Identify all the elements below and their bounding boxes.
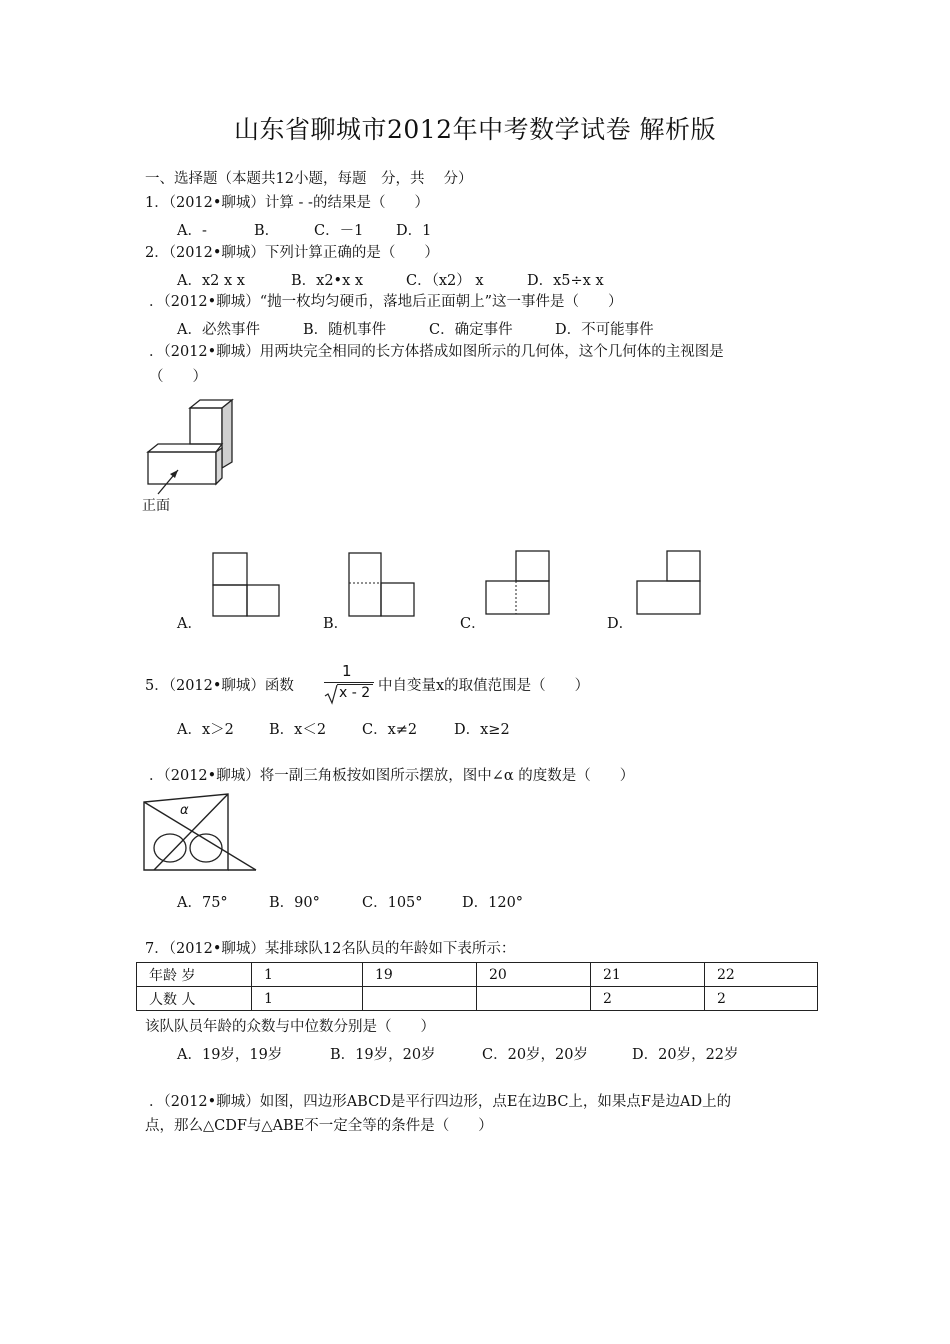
q4-option-d-view [635,549,705,617]
question-3-stem: ．（2012•聊城）“抛一枚均匀硬币，落地后正面朝上”这一事件是（ ） [149,294,623,310]
q5-radicand: x - 2 [339,685,371,701]
q6-alpha-label: α [180,803,189,818]
q2-option-a[interactable]: A．x2 x x [177,273,245,289]
q7-option-a[interactable]: A．19岁，19岁 [177,1047,283,1063]
q1-option-d[interactable]: D．1 [396,223,432,239]
table-cell: 2 [591,987,705,1011]
question-7-ask: 该队队员年龄的众数与中位数分别是（ ） [145,1019,435,1035]
question-8-stem: ．（2012•聊城）如图，四边形ABCD是平行四边形，点E在边BC上，如果点F是边AD上的 [149,1094,732,1110]
q6-triangles-figure [142,792,262,874]
table-cell: 2 [705,987,818,1011]
table-cell: 22 [705,963,818,987]
q5-option-b[interactable]: B．x＜2 [269,722,327,738]
q4-option-a[interactable]: A． [177,616,202,632]
q4-option-c[interactable]: C． [460,616,486,632]
sqrt-icon [324,684,338,704]
table-cell [477,987,591,1011]
q1-option-a[interactable]: A．- [177,223,207,239]
table-cell: 19 [363,963,477,987]
table-cell: 21 [591,963,705,987]
table-cell: 人数 人 [137,987,252,1011]
table-cell: 1 [252,987,363,1011]
q5-fraction [324,662,374,704]
q7-option-c[interactable]: C．20岁，20岁 [482,1047,588,1063]
q3-option-b[interactable]: B．随机事件 [303,322,387,338]
q2-option-d[interactable]: D．x5÷x x [527,273,604,289]
page-title: 山东省聊城市2012年中考数学试卷 解析版 [233,115,717,144]
q1-option-c[interactable]: C．－1 [314,223,364,239]
question-4-stem-cont: （ ） [149,369,207,385]
q3-option-c[interactable]: C．确定事件 [429,322,513,338]
table-cell: 年龄 岁 [137,963,252,987]
q4-option-d[interactable]: D． [607,616,634,632]
q5-option-d[interactable]: D．x≥2 [454,722,510,738]
q4-figure-label: 正面 [142,498,170,514]
question-5-stem: 5．（2012•聊城）函数 [145,678,294,694]
question-7-stem: 7．（2012•聊城）某排球队12名队员的年龄如下表所示： [145,941,516,957]
table-row [137,987,818,1011]
q4-option-a-view [211,551,281,619]
q7-option-d[interactable]: D．20岁，22岁 [632,1047,739,1063]
q4-option-c-view [484,549,554,617]
q5-numerator: 1 [342,662,352,680]
q2-option-b[interactable]: B．x2•x x [291,273,364,289]
q5-option-a[interactable]: A．x＞2 [177,722,234,738]
q7-age-table [136,962,818,1011]
question-1-stem: 1．（2012•聊城）计算 - -的结果是（ ） [145,195,429,211]
q1-option-b[interactable]: B． [254,223,280,239]
section-heading: 一、选择题（本题共12小题，每题 分，共 分） [145,171,473,187]
q6-option-c[interactable]: C．105° [362,895,423,911]
q4-option-b-view [347,551,417,619]
table-cell: 1 [252,963,363,987]
question-8-stem-cont: 点，那么△CDF与△ABE不一定全等的条件是（ ） [145,1118,493,1134]
question-2-stem: 2．（2012•聊城）下列计算正确的是（ ） [145,245,439,261]
q6-option-a[interactable]: A．75° [177,895,228,911]
question-4-stem: ．（2012•聊城）用两块完全相同的长方体搭成如图所示的几何体，这个几何体的主视图是 [149,344,724,360]
q2-option-c[interactable]: C．（x2） x [406,273,484,289]
q5-option-c[interactable]: C．x≠2 [362,722,418,738]
table-row [137,963,818,987]
q7-option-b[interactable]: B．19岁，20岁 [330,1047,436,1063]
table-cell: 20 [477,963,591,987]
q6-option-d[interactable]: D．120° [462,895,524,911]
question-6-stem: ．（2012•聊城）将一副三角板按如图所示摆放，图中∠α 的度数是（ ） [149,768,635,784]
q4-option-b[interactable]: B． [323,616,349,632]
question-5-stem-cont: 中自变量x的取值范围是（ ） [378,678,590,694]
table-cell [363,987,477,1011]
q3-option-a[interactable]: A．必然事件 [177,322,260,338]
q3-option-d[interactable]: D．不可能事件 [555,322,654,338]
q6-option-b[interactable]: B．90° [269,895,320,911]
